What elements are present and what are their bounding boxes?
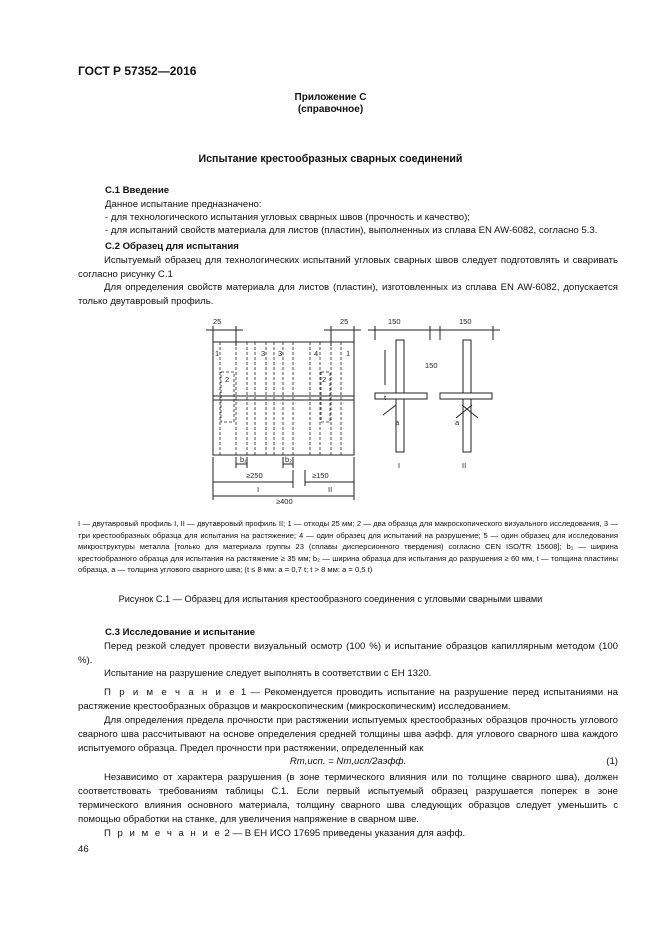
note-2-label: П р и м е ч а н и е: [104, 828, 222, 839]
zone-label: 2: [322, 375, 327, 384]
appendix-title: Приложение С: [294, 92, 367, 103]
page-number: 46: [78, 844, 89, 855]
weld-a-1: a: [395, 418, 400, 427]
note-1-label: П р и м е ч а н и е: [104, 687, 237, 698]
specimen-figure: [0, 310, 661, 510]
formula-number: (1): [606, 756, 618, 767]
c1-heading: С.1 Введение: [105, 185, 170, 196]
standard-header: ГОСТ Р 57352—2016: [78, 64, 197, 78]
section-title: Испытание крестообразных сварных соединений: [198, 153, 463, 165]
dim-250: ≥250: [246, 471, 263, 480]
figure-caption: Рисунок С.1 — Образец для испытания крестообразного соединения с угловыми сварными швами: [118, 594, 543, 604]
c3-heading: С.3 Исследование и испытание: [105, 627, 256, 638]
c1-line: - для испытаний свойств материала для листов (пластин), выполненных из сплава EN AW-6082, согласно 5.3.: [105, 225, 598, 236]
dim-150-vertical: 150: [425, 361, 438, 370]
zone-label: 3: [278, 349, 283, 358]
c1-line: Данное испытание предназначено:: [105, 199, 262, 210]
dim-25-right: 25: [340, 317, 349, 326]
c2-paragraph-1: Испытуемый образец для технологических испытаний угловых сварных швов следует подготовлять и сваривать согласно рисунку С.1: [78, 255, 618, 280]
dim-b1: b₁: [240, 455, 247, 464]
dim-t: t: [384, 393, 387, 402]
note-1-text: 1 — Рекомендуется проводить испытание на разрушение перед испытаниями на растяжение крестообразных образцов и макроскопическим (микроскопическим) исследованием.: [78, 687, 619, 712]
dim-25-left: 25: [213, 317, 222, 326]
zone-label: 2: [225, 375, 230, 384]
figure-legend: I — двутавровый профиль I, II — двутавровый профиль II; 1 — отходы 25 мм; 2 — два образца для макроскопического визуального исследования, 3 — три крестообразных образца для испытания на растяжение; 4 — один образец для испытаний на разрушение; 5 — один образец для исследования микроструктуры металла [только для материала группы 23 (сплавы дисперсионного твердения) согласно CEN ISO/TR 15608]; b₁ — ширина крестообразного образца для испытания на растяжение ≥ 35 мм; b₂ — ширина образца для испытания до разрушения ≥ 60 мм, t — толщина пластины образца, a — толщина углового сварного шва; (t ≤ 8 мм: a = 0,7 t; t > 8 мм: a = 0,5 t): [78, 519, 618, 575]
weld-a-2: a: [455, 418, 460, 427]
note-2-text: 2 — В ЕН ИСО 17695 приведены указания для aэфф.: [224, 828, 466, 839]
c2-heading: С.2 Образец для испытания: [105, 241, 239, 252]
c3-paragraph-2: Испытание на разрушение следует выполнять в соответствии с ЕН 1320.: [104, 668, 432, 679]
c3-paragraph-1: Перед резкой следует провести визуальный осмотр (100 %) и испытание образцов капиллярным методом (100 %).: [78, 641, 618, 666]
dim-400: ≥400: [276, 497, 293, 506]
zone-label: 3: [261, 349, 266, 358]
c2-paragraph-2: Для определения свойств материала для листов (пластин), изготовленных из сплава EN AW-6082, допускается только двутавровый профиль.: [78, 282, 618, 307]
section-label: I: [257, 485, 260, 494]
appendix-subtitle: (справочное): [297, 104, 364, 115]
c1-line: - для технологического испытания угловых сварных швов (прочность и качество);: [105, 212, 470, 223]
dim-150-profile-2: 150: [459, 317, 472, 326]
section-label: II: [328, 485, 333, 494]
dim-b2: b₂: [285, 455, 293, 464]
note-2: [78, 827, 618, 841]
formula: Rm,исп. = Nm,исп/2aэфф.: [289, 756, 407, 767]
dim-150-profile-1: 150: [388, 317, 401, 326]
note-1: [78, 686, 618, 714]
profile-label: II: [462, 461, 467, 470]
c3-paragraph-3: Для определения предела прочности при растяжении испытуемых крестообразных образцов прочность углового сварного шва рассчитывают на основе определения средней толщины шва aэфф. для углового сварного шва каждого испытуемого образца. Предел прочности при растяжении, определенный как: [78, 715, 618, 754]
profile-label: I: [398, 461, 401, 470]
dim-150-bottom: ≥150: [312, 471, 329, 480]
zone-label: 1: [346, 349, 351, 358]
zone-label: 1: [215, 349, 220, 358]
zone-label: 4: [314, 349, 319, 358]
c3-paragraph-4: Независимо от характера разрушения (в зоне термического влияния или по толщине сварного шва), должен соответствовать требованиям таблицы С.1. Если первый испытуемый образец разрушается поперек в зоне термического влияния основного материала, толщину сварного шва следующих образцов следует уменьшить с помощью обработки на станке, для увеличения напряжение в сварном шве.: [78, 772, 618, 825]
